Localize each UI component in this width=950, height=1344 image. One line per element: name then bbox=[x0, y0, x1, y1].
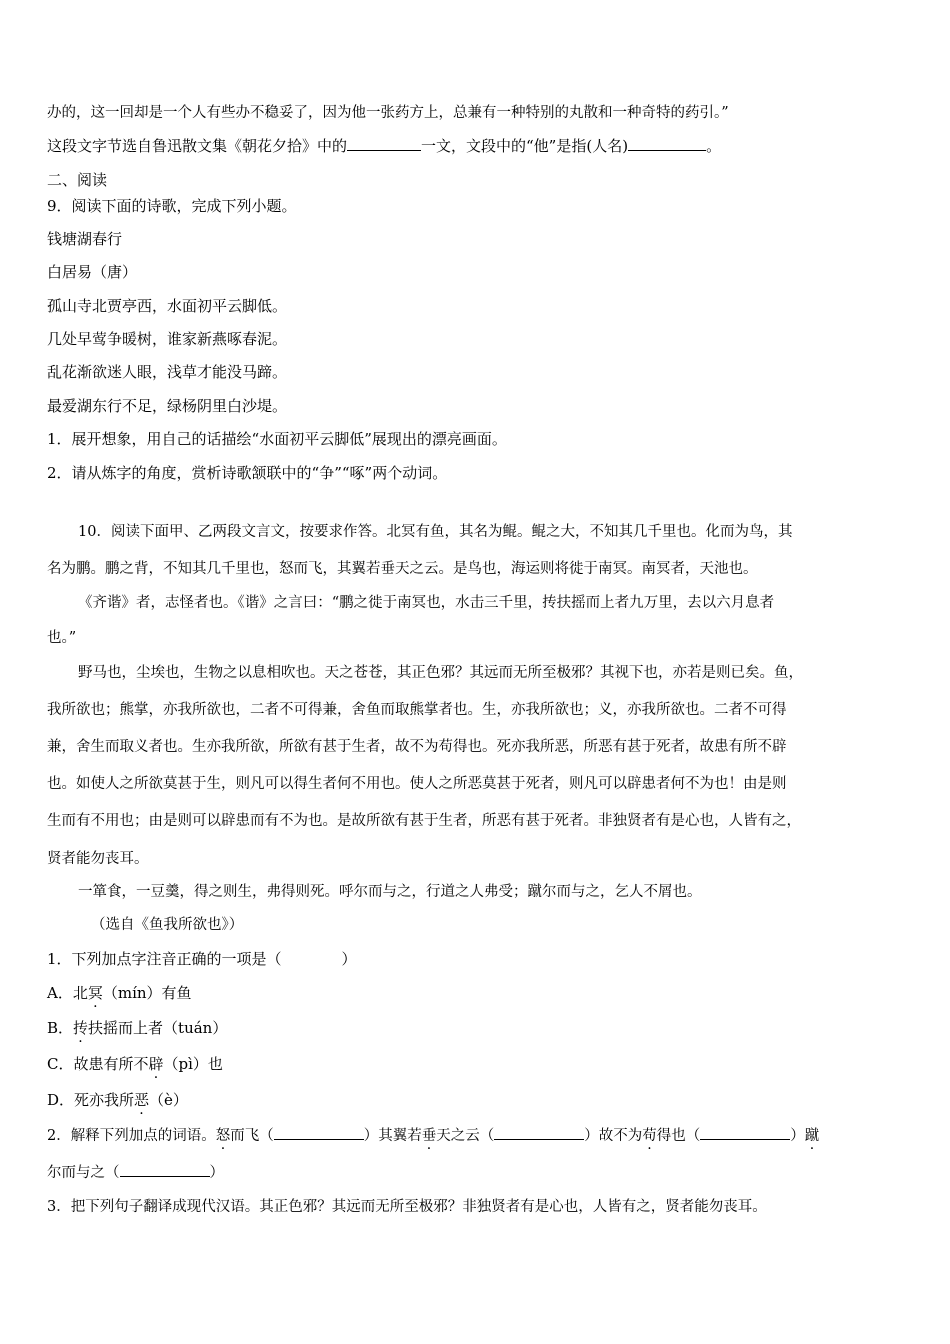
q10-sub2-line2 bbox=[47, 1162, 910, 1183]
intro-text-a: 这段文字节选自鲁迅散文集《朝花夕拾》中的 bbox=[47, 137, 348, 155]
dotted-word: 苟 bbox=[642, 1128, 657, 1144]
q10-sub1-text: 1．下列加点字注音正确的一项是（ bbox=[47, 950, 282, 968]
option-a-pre: A．北 bbox=[47, 984, 88, 1002]
option-d[interactable] bbox=[47, 1090, 910, 1110]
option-a-dotted: 冥 bbox=[87, 984, 103, 1002]
q10-sub1-close: ） bbox=[341, 950, 357, 968]
q10-sub2-text: ）故不为 bbox=[584, 1128, 643, 1144]
option-b[interactable] bbox=[47, 1018, 910, 1038]
option-a-post: （mín）有鱼 bbox=[102, 984, 192, 1002]
q10-line: 也。如使人之所欲莫甚于生，则凡可以得生者何不用也。使人之所恶莫甚于死者，则凡可以辟患者何不为也！由是则 bbox=[47, 776, 787, 792]
poem-author: 白居易（唐） bbox=[47, 263, 138, 281]
q10-line: 野马也，尘埃也，生物之以息相吹也。天之苍苍，其正色邪？其远而无所至极邪？其视下也，亦若是则已矣。鱼， bbox=[78, 665, 803, 681]
q10-sub2-text: ）其翼若 bbox=[363, 1128, 422, 1144]
q10-line: 我所欲也；熊掌，亦我所欲也，二者不可得兼，舍鱼而取熊掌者也。生，亦我所欲也；义，亦我所欲也。二者不可得 bbox=[47, 702, 787, 718]
q10-sub2-text: ） bbox=[209, 1165, 224, 1181]
answer-blank[interactable] bbox=[274, 1125, 364, 1140]
q10-sub2-text: ） bbox=[790, 1128, 805, 1144]
q10-line: 名为鹏。鹏之背，不知其几千里也，怒而飞，其翼若垂天之云。是鸟也，海运则将徙于南冥。南冥者，天池也。 bbox=[47, 561, 758, 577]
dotted-word: 怒 bbox=[215, 1128, 231, 1144]
q10-line: 10．阅读下面甲、乙两段文言文，按要求作答。北冥有鱼，其名为鲲。鲲之大，不知其几千里也。化而为鸟，其 bbox=[78, 524, 793, 540]
dotted-word: 蹴 bbox=[804, 1128, 820, 1144]
poem-line: 孤山寺北贾亭西，水面初平云脚低。 bbox=[47, 297, 288, 315]
poem-line: 几处早莺争暖树，谁家新燕啄春泥。 bbox=[47, 330, 288, 348]
dotted-word: 垂 bbox=[421, 1128, 437, 1144]
option-d-pre: D．死亦我所 bbox=[47, 1091, 135, 1109]
option-d-post: （è） bbox=[149, 1091, 188, 1109]
answer-blank[interactable] bbox=[700, 1125, 790, 1140]
option-c[interactable] bbox=[47, 1054, 910, 1074]
option-b-pre: B． bbox=[47, 1019, 74, 1037]
poem-title: 钱塘湖春行 bbox=[47, 230, 123, 248]
intro-text-c: 。 bbox=[706, 137, 722, 155]
q10-line: 《齐谐》者，志怪者也。《谐》之言曰：“鹏之徙于南冥也，水击三千里，抟扶摇而上者九万里，去以六月息者 bbox=[78, 595, 775, 611]
intro-text-b: 一文，文段中的“他”是指(人名) bbox=[421, 137, 629, 155]
answer-blank[interactable] bbox=[120, 1162, 210, 1177]
answer-blank-title[interactable] bbox=[347, 136, 421, 151]
intro-line-1: 办的，这一回却是一个人有些办不稳妥了，因为他一张药方上，总兼有一种特别的丸散和一种奇特的药引。” bbox=[47, 105, 729, 121]
q10-line: 贤者能勿丧耳。 bbox=[47, 851, 149, 867]
q10-line: 生而有不用也；由是则可以辟患而有不为也。是故所欲有甚于生者，所恶有甚于死者。非独贤者有是心也，人皆有之， bbox=[47, 813, 801, 829]
poem-line: 最爱湖东行不足，绿杨阴里白沙堤。 bbox=[47, 397, 288, 415]
option-d-dotted: 恶 bbox=[134, 1091, 150, 1109]
option-c-dotted: 辟 bbox=[148, 1055, 164, 1073]
option-a[interactable] bbox=[47, 983, 910, 1003]
poem-line: 乱花渐欲迷人眼，浅草才能没马蹄。 bbox=[47, 363, 288, 381]
q9-prompt: 9．阅读下面的诗歌，完成下列小题。 bbox=[47, 197, 297, 215]
option-c-post: （pì）也 bbox=[163, 1055, 223, 1073]
q9-sub2: 2．请从炼字的角度，赏析诗歌颔联中的“争”“啄”两个动词。 bbox=[47, 464, 448, 482]
q10-sub2-text: 天之云（ bbox=[436, 1128, 495, 1144]
section-title: 二、阅读 bbox=[47, 171, 108, 189]
q10-line: 一箪食，一豆羹，得之则生，弗得则死。呼尔而与之，行道之人弗受；蹴尔而与之，乞人不屑也。 bbox=[78, 884, 702, 900]
option-c-pre: C．故患有所不 bbox=[47, 1055, 149, 1073]
q10-sub2-text: 尔而与之（ bbox=[47, 1165, 120, 1181]
q10-line: 兼，舍生而取义者也。生亦我所欲，所欲有甚于生者，故不为苟得也。死亦我所恶，所恶有甚于死者，故患有所不辟 bbox=[47, 739, 787, 755]
option-b-dotted: 抟 bbox=[73, 1019, 89, 1037]
answer-blank-name[interactable] bbox=[628, 136, 706, 151]
q10-line: 也。” bbox=[47, 630, 77, 646]
q10-source: （选自《鱼我所欲也》） bbox=[91, 917, 244, 933]
option-b-post: 扶摇而上者（tuán） bbox=[88, 1019, 228, 1037]
q9-sub1: 1．展开想象，用自己的话描绘“水面初平云脚低”展现出的漂亮画面。 bbox=[47, 430, 507, 448]
intro-line-2 bbox=[47, 136, 910, 156]
q10-sub3: 3．把下列句子翻译成现代汉语。其正色邪？其远而无所至极邪？非独贤者有是心也，人皆有之，贤者能勿丧耳。 bbox=[47, 1199, 767, 1215]
q10-sub2 bbox=[47, 1125, 910, 1146]
q10-sub2-text: 得也（ bbox=[656, 1128, 701, 1144]
q10-sub1 bbox=[47, 949, 910, 969]
q10-sub2-text: 而飞（ bbox=[230, 1128, 274, 1144]
answer-blank[interactable] bbox=[494, 1125, 584, 1140]
q10-sub2-pre: 2．解释下列加点的词语。 bbox=[47, 1128, 216, 1144]
